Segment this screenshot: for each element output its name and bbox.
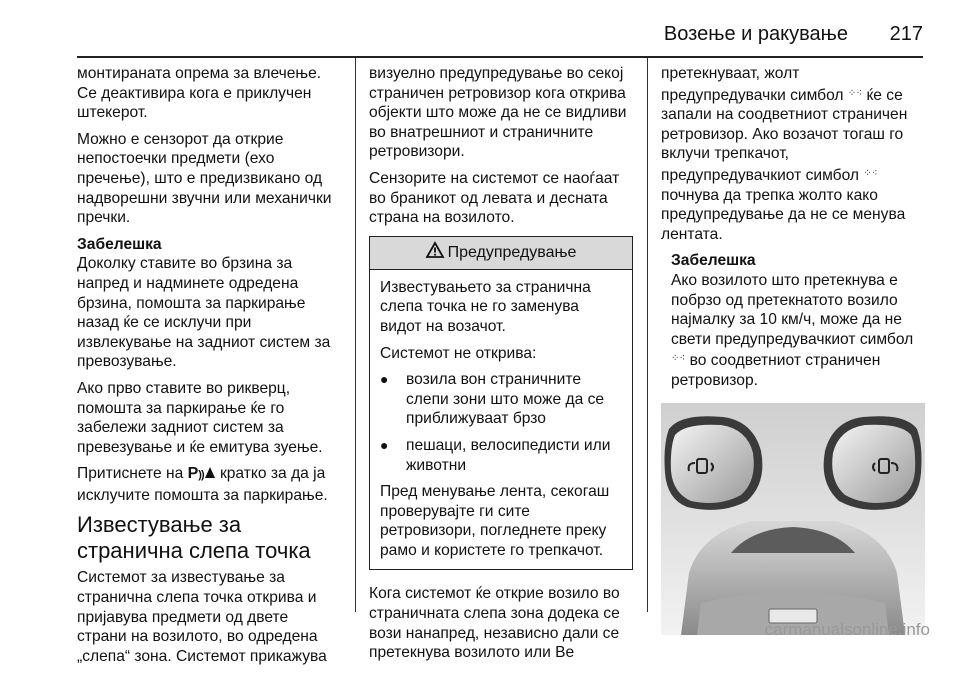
warning-title: Предупредување [447,243,577,261]
paragraph-parking-button: Притиснете на P)) кратко за да ја исклучите помошта за паркирање. [77,465,328,504]
paragraph: Кога системот ќе открие возило во страничната слепа зона додека се вози нанапред, независно дали се претекнува возилото или Ве [369,585,620,662]
column-divider-right [647,58,648,612]
column-middle [369,64,633,670]
bullet-icon: ● [380,436,389,453]
parking-assist-button-icon: P)) [188,465,216,482]
warning-triangle-icon [426,242,444,264]
paragraph-warning-symbol: претекнуваат, жолт предупредувачки симбол ⁘⁖ ќе се запали на соодветниот страничен ретровизор. Ако возачот тогаш го вклучи трепкачот, предупредувачкиот симбол ⁘⁖ почнува да трепка жолто како предупредување да не се менува лентата. [661,65,908,243]
paragraph: Ако прво ставите во рикверц, помошта за паркирање ќе го забележи задниот систем за превезување и ќе емитува зуење. [77,379,323,456]
paragraph: Сензорите на системот се наоѓаат во браникот од левата и десната страна на возилото. [369,169,620,227]
warning-text: Пред менување лента, секогаш проверувајте ги сите ретровизори, погледнете преку рамо и користете го трепкачот. [380,483,610,559]
watermark: carmanualsonline.info [764,620,930,639]
warning-box [369,236,633,571]
paragraph: визуелно предупредување во секој страничен ретровизор кога открива објекти што може да не се видливи во внатрешниот и страничните ретровизори. [369,65,627,161]
page-header [0,0,960,56]
list-item: ● возила вон страничните слепи зони што може да се приближуваат брзо [380,371,605,428]
header-rule [77,56,923,58]
warning-header [370,237,632,270]
blind-spot-warning-icon: ⁘⁖ [671,353,686,365]
note-block [671,251,925,390]
column-divider-left [355,58,356,612]
bullet-icon: ● [380,371,389,388]
note-text: Доколку ставите во брзина за напред и надминете одредена брзина, помошта за паркирање назад ќе се исклучи при извлекување на задниот систем за превозување. [77,255,331,371]
section-heading: Известување за странична слепа точка [77,512,311,564]
note-text: Ако возилото што претекнува е побрзо од претекнатото возило најмалку за 10 км/ч, може да не свети предупредувачкиот симбол ⁘⁖ во соодветниот страничен ретровизор. [671,271,914,389]
note-title: Забелешка [77,235,162,253]
warning-text: Известувањето за странична слепа точка не го заменува видот на возачот. [380,278,591,335]
list-item: ● пешаци, велосипедисти или животни [380,436,611,474]
section-title: Возење и ракување [663,23,848,45]
paragraph: Можно е сензорот да открие непостоечки предмети (ехо пречење), што е предизвикано од надворешни звучни или механички пречки. [77,130,332,227]
warning-text: Системот не открива: [380,344,537,362]
column-right [661,64,925,635]
mirror-illustration [661,403,925,635]
column-left [77,64,339,673]
note-title: Забелешка [671,252,756,270]
note-block [77,235,339,372]
paragraph: Системот за известување за странична слепа точка открива и пријавува предмети од двете страни на возилото, во одредена „слепа“ зона. Системот прикажува [77,569,327,665]
page-number: 217 [889,23,923,45]
warning-body [370,270,632,570]
blind-spot-warning-icon: ⁘⁖ [847,87,863,99]
paragraph: монтираната опрема за влечење. Се деактивира кога е приклучен штекерот. [77,65,322,122]
blind-spot-warning-icon: ⁘⁖ [863,167,878,179]
